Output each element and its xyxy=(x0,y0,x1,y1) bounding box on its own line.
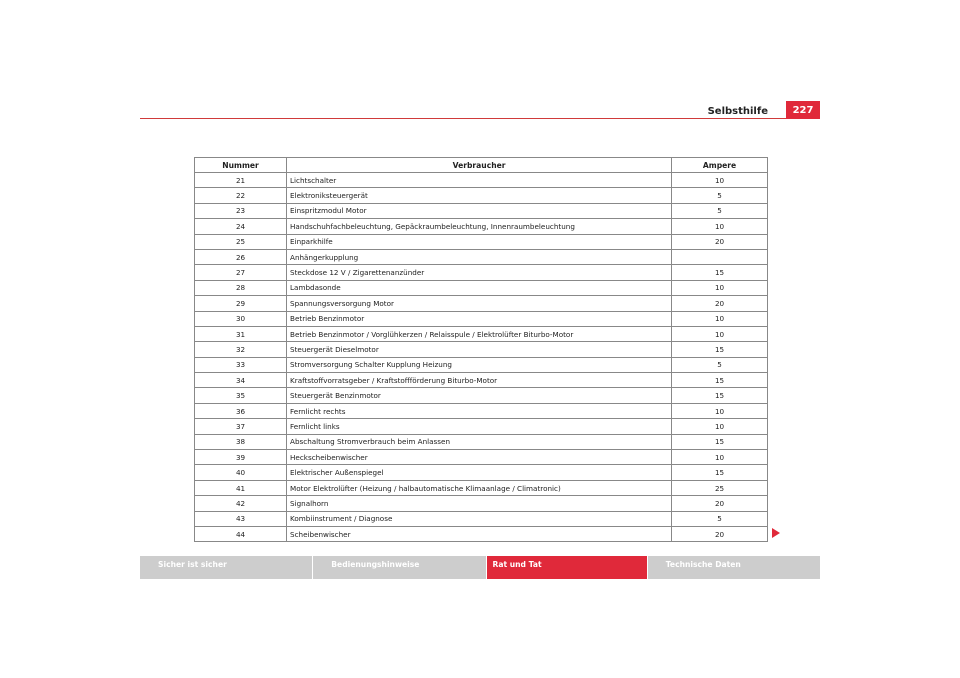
table-row xyxy=(195,326,768,341)
consumer-name: Spannungsversorgung Motor xyxy=(287,296,672,311)
ampere-value: 10 xyxy=(672,450,768,465)
ampere-value: 20 xyxy=(672,526,768,541)
ampere-value: 10 xyxy=(672,311,768,326)
consumer-name: Handschuhfachbeleuchtung, Gepäckraumbeleuchtung, Innenraumbeleuchtung xyxy=(287,219,672,234)
table-row xyxy=(195,465,768,480)
ampere-value: 15 xyxy=(672,265,768,280)
fuse-number: 35 xyxy=(195,388,287,403)
table-row xyxy=(195,496,768,511)
fuse-number: 28 xyxy=(195,280,287,295)
consumer-name: Kraftstoffvorratsgeber / Kraftstoffförderung Biturbo-Motor xyxy=(287,373,672,388)
fuse-number: 33 xyxy=(195,357,287,372)
table-row xyxy=(195,265,768,280)
table-row xyxy=(195,419,768,434)
ampere-value xyxy=(672,249,768,264)
fuse-number: 44 xyxy=(195,526,287,541)
table-row xyxy=(195,403,768,418)
tab-technische-daten[interactable]: Technische Daten xyxy=(648,556,820,579)
ampere-value: 10 xyxy=(672,280,768,295)
ampere-value: 5 xyxy=(672,203,768,218)
consumer-name: Steuergerät Dieselmotor xyxy=(287,342,672,357)
fuse-number: 21 xyxy=(195,173,287,188)
ampere-value: 10 xyxy=(672,419,768,434)
ampere-value: 10 xyxy=(672,403,768,418)
fuse-number: 40 xyxy=(195,465,287,480)
fuse-table xyxy=(194,157,768,542)
fuse-number: 34 xyxy=(195,373,287,388)
fuse-number: 24 xyxy=(195,219,287,234)
column-header-nummer: Nummer xyxy=(195,158,287,173)
table-row xyxy=(195,434,768,449)
ampere-value: 5 xyxy=(672,357,768,372)
fuse-number: 39 xyxy=(195,450,287,465)
table-row xyxy=(195,173,768,188)
table-row xyxy=(195,188,768,203)
fuse-number: 30 xyxy=(195,311,287,326)
fuse-number: 38 xyxy=(195,434,287,449)
table-row xyxy=(195,219,768,234)
fuse-number: 31 xyxy=(195,326,287,341)
table-row xyxy=(195,203,768,218)
table-row xyxy=(195,296,768,311)
consumer-name: Scheibenwischer xyxy=(287,526,672,541)
table-row xyxy=(195,450,768,465)
consumer-name: Steuergerät Benzinmotor xyxy=(287,388,672,403)
consumer-name: Betrieb Benzinmotor xyxy=(287,311,672,326)
footer-nav xyxy=(140,556,820,579)
table-row xyxy=(195,511,768,526)
consumer-name: Heckscheibenwischer xyxy=(287,450,672,465)
fuse-number: 36 xyxy=(195,403,287,418)
fuse-number: 27 xyxy=(195,265,287,280)
table-row xyxy=(195,234,768,249)
consumer-name: Einparkhilfe xyxy=(287,234,672,249)
consumer-name: Abschaltung Stromverbrauch beim Anlassen xyxy=(287,434,672,449)
ampere-value: 20 xyxy=(672,234,768,249)
header-rule xyxy=(140,118,820,119)
table-row xyxy=(195,373,768,388)
ampere-value: 10 xyxy=(672,219,768,234)
ampere-value: 20 xyxy=(672,496,768,511)
consumer-name: Motor Elektrolüfter (Heizung / halbautomatische Klimaanlage / Climatronic) xyxy=(287,480,672,495)
fuse-number: 26 xyxy=(195,249,287,264)
consumer-name: Anhängerkupplung xyxy=(287,249,672,264)
column-header-verbraucher: Verbraucher xyxy=(287,158,672,173)
tab-bedienungshinweise[interactable]: Bedienungshinweise xyxy=(313,556,485,579)
fuse-number: 41 xyxy=(195,480,287,495)
consumer-name: Elektrischer Außenspiegel xyxy=(287,465,672,480)
ampere-value: 25 xyxy=(672,480,768,495)
table-row xyxy=(195,311,768,326)
fuse-number: 29 xyxy=(195,296,287,311)
fuse-number: 22 xyxy=(195,188,287,203)
table-row xyxy=(195,249,768,264)
ampere-value: 5 xyxy=(672,188,768,203)
consumer-name: Signalhorn xyxy=(287,496,672,511)
tab-sicher-ist-sicher[interactable]: Sicher ist sicher xyxy=(140,556,312,579)
consumer-name: Lambdasonde xyxy=(287,280,672,295)
consumer-name: Elektroniksteuergerät xyxy=(287,188,672,203)
tab-rat-und-tat[interactable]: Rat und Tat xyxy=(487,556,647,579)
fuse-number: 23 xyxy=(195,203,287,218)
consumer-name: Stromversorgung Schalter Kupplung Heizung xyxy=(287,357,672,372)
table-row xyxy=(195,480,768,495)
consumer-name: Lichtschalter xyxy=(287,173,672,188)
ampere-value: 15 xyxy=(672,373,768,388)
triangle-right-icon[interactable] xyxy=(772,528,780,538)
table-row xyxy=(195,342,768,357)
consumer-name: Fernlicht links xyxy=(287,419,672,434)
consumer-name: Einspritzmodul Motor xyxy=(287,203,672,218)
ampere-value: 15 xyxy=(672,388,768,403)
table-row xyxy=(195,526,768,541)
table-body xyxy=(195,173,768,542)
ampere-value: 10 xyxy=(672,326,768,341)
table-row xyxy=(195,388,768,403)
consumer-name: Kombiinstrument / Diagnose xyxy=(287,511,672,526)
table-row xyxy=(195,280,768,295)
page-number: 227 xyxy=(786,101,820,119)
ampere-value: 15 xyxy=(672,434,768,449)
table-header-row xyxy=(195,158,768,173)
fuse-number: 42 xyxy=(195,496,287,511)
ampere-value: 15 xyxy=(672,342,768,357)
ampere-value: 10 xyxy=(672,173,768,188)
fuse-number: 25 xyxy=(195,234,287,249)
ampere-value: 20 xyxy=(672,296,768,311)
ampere-value: 15 xyxy=(672,465,768,480)
consumer-name: Fernlicht rechts xyxy=(287,403,672,418)
ampere-value: 5 xyxy=(672,511,768,526)
fuse-number: 37 xyxy=(195,419,287,434)
consumer-name: Betrieb Benzinmotor / Vorglühkerzen / Relaisspule / Elektrolüfter Biturbo-Motor xyxy=(287,326,672,341)
column-header-ampere: Ampere xyxy=(672,158,768,173)
consumer-name: Steckdose 12 V / Zigarettenanzünder xyxy=(287,265,672,280)
fuse-number: 32 xyxy=(195,342,287,357)
section-title: Selbsthilfe xyxy=(707,106,768,117)
fuse-number: 43 xyxy=(195,511,287,526)
table-row xyxy=(195,357,768,372)
